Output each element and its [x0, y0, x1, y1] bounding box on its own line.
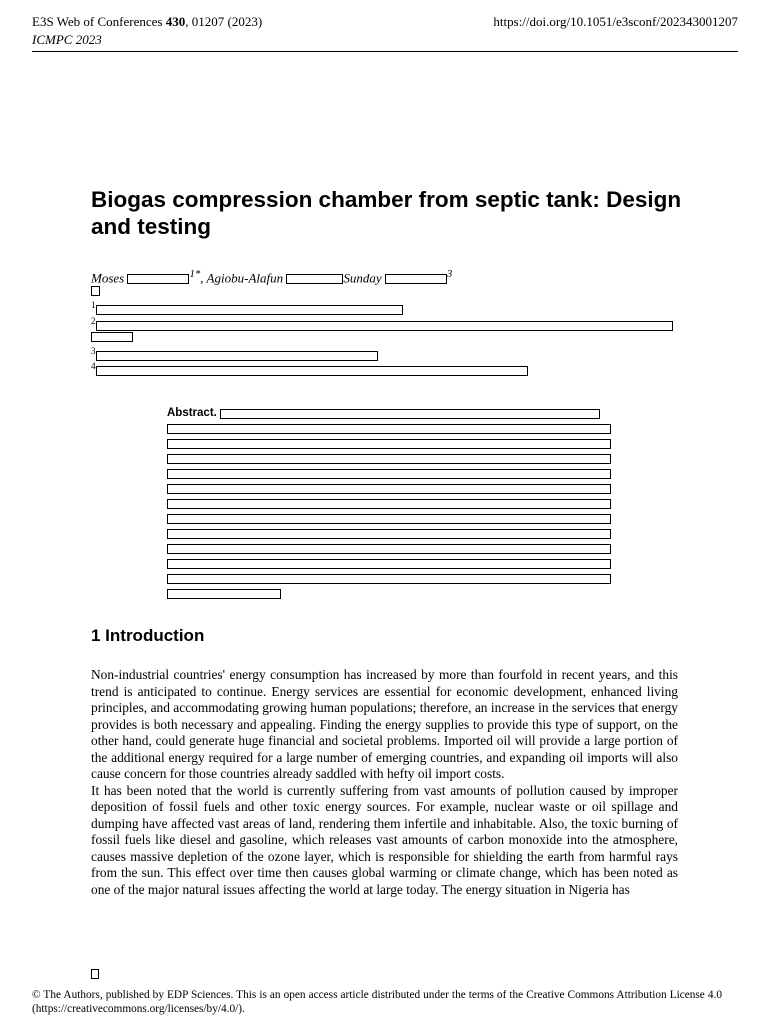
- abstract-glyphs: [167, 529, 611, 539]
- abstract-glyphs: [220, 409, 600, 419]
- affiliation-3: 3: [91, 344, 378, 363]
- running-header-left: [32, 13, 262, 49]
- unresolved-glyphs: [385, 274, 447, 284]
- abstract-glyphs: [167, 424, 611, 434]
- abstract-glyphs: [167, 559, 611, 569]
- abstract-glyphs: [167, 589, 281, 599]
- abstract-glyphs: [167, 514, 611, 524]
- journal-name: E3S Web of Conferences: [32, 14, 166, 29]
- abstract-glyphs: [167, 484, 611, 494]
- license-notice: © The Authors, published by EDP Sciences. This is an open access article distributed under the terms of the Creative Commons Attribution License 4.0 (https://creativecommons.org/licenses/by/4.0/).: [32, 989, 722, 1015]
- doi-link[interactable]: https://doi.org/10.1051/e3sconf/202343001207: [493, 14, 738, 29]
- introduction-body: [91, 667, 678, 898]
- affiliation-4: 4: [91, 359, 528, 378]
- abstract-glyphs: [167, 499, 611, 509]
- abstract-glyphs: [167, 454, 611, 464]
- abstract-label: Abstract.: [167, 407, 217, 419]
- section-heading-introduction: 1 Introduction: [91, 626, 205, 645]
- affiliation-1: 1: [91, 298, 403, 317]
- unresolved-glyphs: [286, 274, 343, 284]
- affiliation-2-cont: [91, 330, 133, 344]
- abstract: [167, 406, 611, 601]
- unresolved-glyphs: [127, 274, 189, 284]
- abstract-glyphs: [167, 544, 611, 554]
- article-number: , 01207 (2023): [185, 14, 263, 29]
- footnote-marker: [91, 968, 99, 980]
- conference-name: ICMPC 2023: [32, 32, 102, 47]
- header-rule: [32, 51, 738, 52]
- paragraph: It has been noted that the world is currently suffering from vast amounts of pollution caused by improper deposition of fossil fuels and other toxic energy sources. For example, nuclear waste or oil spillage and dumping have affected vast areas of land, rendering them infertile and inhabitable. Also, the toxic burning of fossil fuels like diesel and gasoline, which releases vast amounts of carbon monoxide into the atmosphere, causes massive depletion of the ozone layer, which is responsible for shielding the earth from harmful rays from the sun. This effect over time then causes global warming or climate change, which has been noted as one of the major natural issues affecting the world at large today. The energy situation in Nigeria has: [91, 782, 678, 897]
- journal-volume: 430: [165, 14, 186, 29]
- affiliation-2: 2: [91, 314, 673, 333]
- journal-citation: [32, 13, 262, 31]
- article-title: Biogas compression chamber from septic tank: Design and testing: [91, 187, 682, 239]
- paragraph: Non-industrial countries' energy consumption has increased by more than fourfold in recent years, and this trend is anticipated to continue. Energy services are essential for economic development, enhanced living principles, and accommodating growing human populations; therefore, an increase in the services that energy provides is both necessary and appealing. Finding the energy supplies to provide this type of support, on the other hand, could generate huge financial and societal problems. Imported oil will provide a large portion of the additional energy required for a large number of emerging countries, and expanding oil imports will also cause concern for those countries already saddled with hefty oil import costs.: [91, 667, 678, 781]
- author-list: Moses $^{1*}$, Agiobu-Alafun Sunday $^3$: [91, 268, 453, 286]
- affiliation-blank: [91, 284, 100, 298]
- abstract-glyphs: [167, 439, 611, 449]
- abstract-glyphs: [167, 574, 611, 584]
- abstract-glyphs: [167, 469, 611, 479]
